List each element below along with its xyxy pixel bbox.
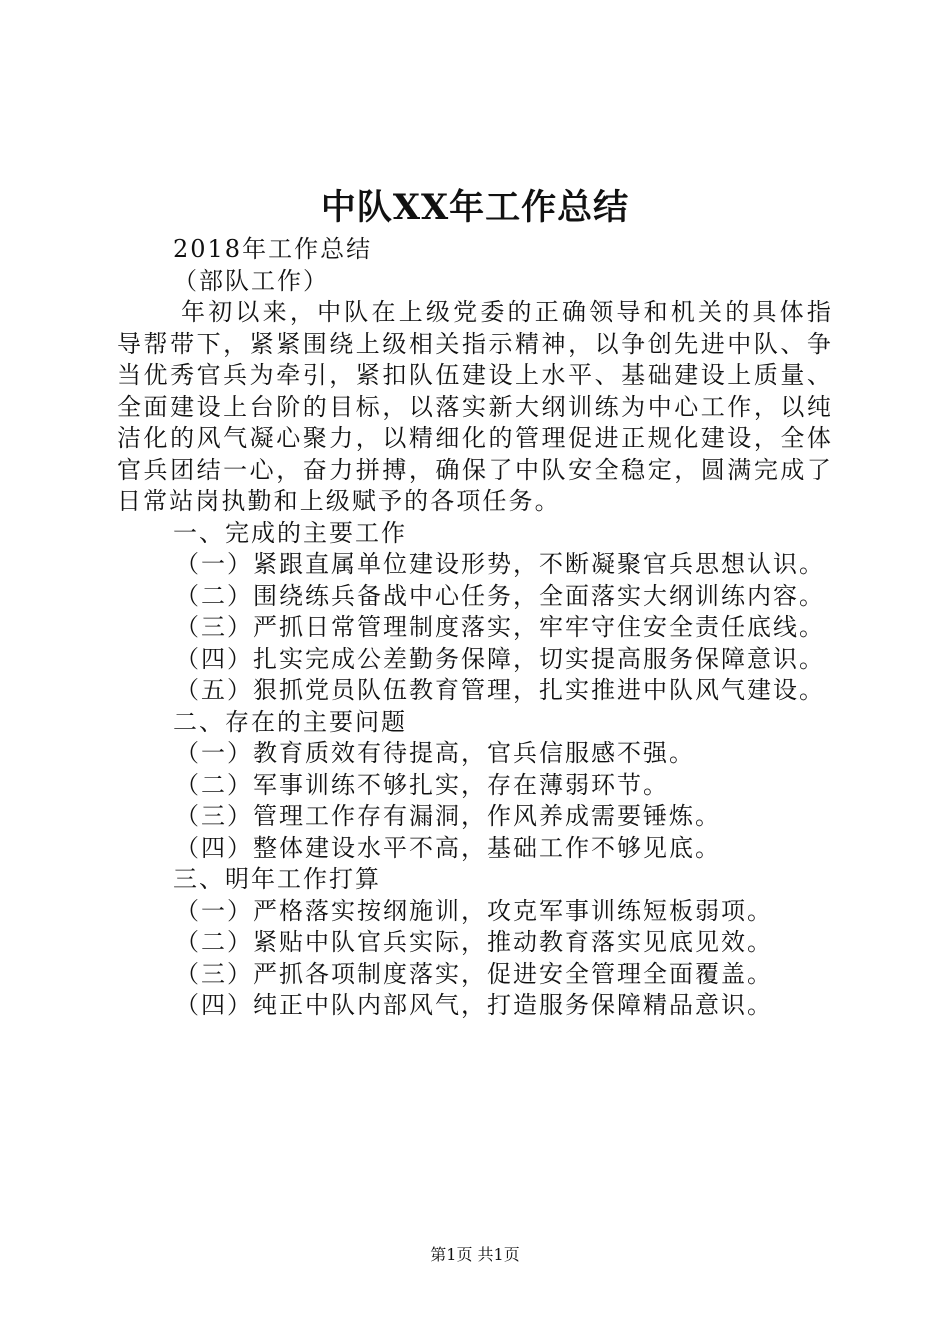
section-heading: 三、明年工作打算 (173, 865, 381, 893)
list-item: （三）严抓日常管理制度落实，牢牢守住安全责任底线。 (175, 613, 825, 641)
section-heading: 一、完成的主要工作 (173, 518, 407, 547)
list-item: （二）紧贴中队官兵实际，推动教育落实见底见效。 (175, 928, 773, 956)
list-item: （三）严抓各项制度落实，促进安全管理全面覆盖。 (175, 959, 773, 988)
list-item: （五）狠抓党员队伍教育管理，扎实推进中队风气建设。 (175, 676, 825, 704)
list-item: （一）紧跟直属单位建设形势，不断凝聚官兵思想认识。 (175, 550, 825, 578)
list-item: （四）扎实完成公差勤务保障，切实提高服务保障意识。 (175, 644, 825, 673)
intro-paragraph: 年初以来，中队在上级党委的正确领导和机关的具体指导帮带下，紧紧围绕上级相关指示精神，以争创先进中队、争当优秀官兵为牵引，紧扣队伍建设上水平、基础建设上质量、全面建设上台阶的目标，以落实新大纲训练为中心工作，以纯洁化的风气凝心聚力，以精细化的管理促进正规化建设，全体官兵团结一心，奋力拼搏，确保了中队安全稳定，圆满完成了日常站岗执勤和上级赋予的各项任务。 (117, 298, 833, 515)
list-item: （三）管理工作存有漏洞，作风养成需要锤炼。 (175, 802, 721, 830)
list-item: （四）整体建设水平不高，基础工作不够见底。 (175, 833, 721, 862)
page-title: 中队XX年工作总结 (320, 187, 630, 228)
section-heading: 二、存在的主要问题 (173, 707, 407, 736)
list-item: （一）严格落实按纲施训，攻克军事训练短板弱项。 (175, 896, 773, 925)
list-item: （二）围绕练兵备战中心任务，全面落实大纲训练内容。 (175, 581, 825, 610)
document-body (117, 234, 833, 1022)
list-item: （一）教育质效有待提高，官兵信服感不强。 (175, 739, 695, 767)
document-subtitle: 2018年工作总结 (173, 235, 373, 263)
list-item: （四）纯正中队内部风气，打造服务保障精品意识。 (175, 991, 773, 1019)
page-footer: 第1页 共1页 (430, 1245, 520, 1264)
document-category: （部队工作） (173, 266, 329, 295)
list-item: （二）军事训练不够扎实，存在薄弱环节。 (175, 770, 669, 799)
